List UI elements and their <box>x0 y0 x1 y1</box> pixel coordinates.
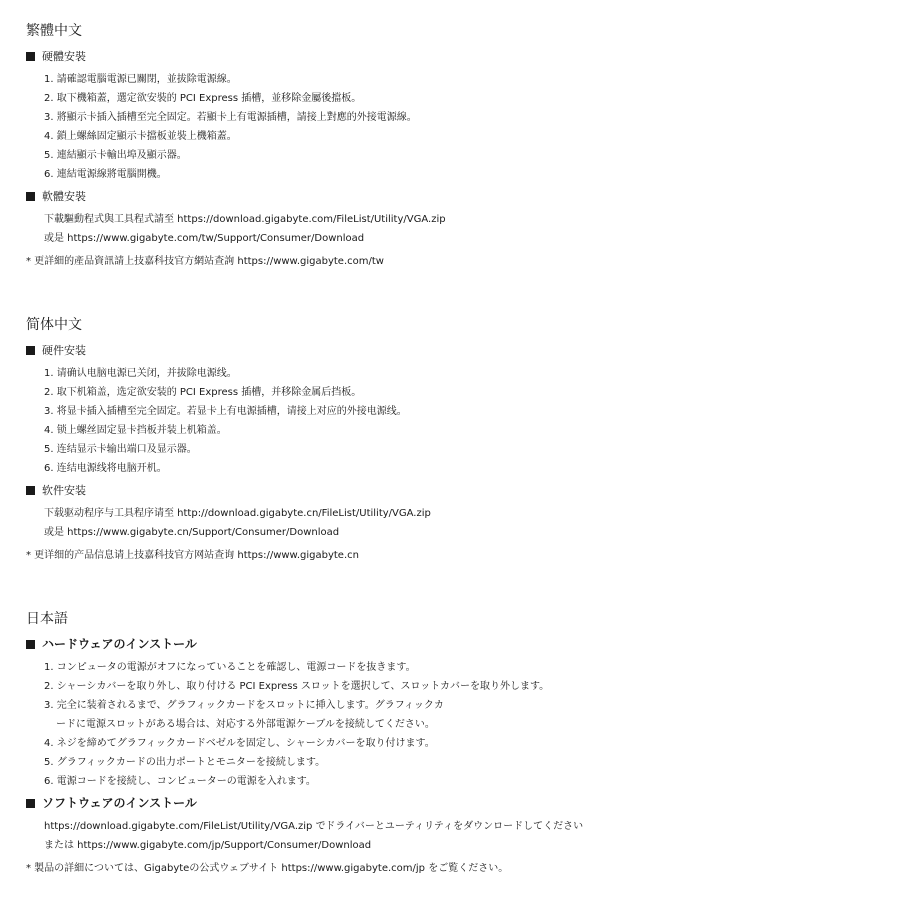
square-bullet-icon <box>26 486 35 495</box>
square-bullet-icon <box>26 799 35 808</box>
footnote: * 更详细的产品信息请上技嘉科技官方网站查询 https://www.gigabyte.cn <box>26 550 359 561</box>
step-item: 2. シャーシカバーを取り外し、取り付ける PCI Express スロットを選択して、スロットカバーを取り外します。 <box>44 681 550 692</box>
step-item: 3. 將顯示卡插入插槽至完全固定。若顯卡上有電源插槽，請接上對應的外接電源線。 <box>44 112 417 123</box>
software-heading <box>26 796 886 811</box>
hardware-heading <box>26 49 886 64</box>
step-item: 5. グラフィックカードの出力ポートとモニターを接続します。 <box>44 757 326 768</box>
hardware-steps <box>26 658 886 791</box>
hardware-steps <box>26 70 886 184</box>
hardware-heading-label: 硬件安装 <box>42 344 86 357</box>
section-traditional-chinese <box>26 22 886 269</box>
hardware-steps <box>26 364 886 478</box>
hardware-heading-label: ハードウェアのインストール <box>42 637 197 651</box>
step-item: 6. 連結電源線將電腦開機。 <box>44 169 167 180</box>
step-item: 5. 连结显示卡输出端口及显示器。 <box>44 444 197 455</box>
step-item: 4. ネジを締めてグラフィックカードベゼルを固定し、シャーシカバーを取り付けます。 <box>44 738 435 749</box>
download-line: https://download.gigabyte.com/FileList/Utility/VGA.zip でドライバーとユーティリティをダウンロードしてください <box>44 821 584 832</box>
footnote: * 更詳細的產品資訊請上技嘉科技官方網站查詢 https://www.gigabyte.com/tw <box>26 256 384 267</box>
step-item: 1. 请确认电脑电源已关闭，并拔除电源线。 <box>44 368 237 379</box>
square-bullet-icon <box>26 346 35 355</box>
section-japanese <box>26 610 886 876</box>
section-title: 日本語 <box>26 611 68 627</box>
download-line: 下載驅動程式與工具程式請至 https://download.gigabyte.com/FileList/Utility/VGA.zip <box>44 214 446 225</box>
step-item: 3. 将显卡插入插槽至完全固定。若显卡上有电源插槽，请接上对应的外接电源线。 <box>44 406 407 417</box>
download-line: 或是 https://www.gigabyte.com/tw/Support/Consumer/Download <box>44 233 365 244</box>
hardware-heading <box>26 343 886 358</box>
step-item: 4. 锁上螺丝固定显卡挡板并装上机箱盖。 <box>44 425 227 436</box>
square-bullet-icon <box>26 52 35 61</box>
hardware-heading <box>26 637 886 652</box>
software-heading-label: 软件安装 <box>42 484 86 497</box>
step-item: 1. 請確認電腦電源已關閉，並拔除電源線。 <box>44 74 237 85</box>
step-item: 4. 鎖上螺絲固定顯示卡擋板並裝上機箱蓋。 <box>44 131 237 142</box>
software-heading-label: 軟體安裝 <box>42 190 86 203</box>
step-item-continuation: ードに電源スロットがある場合は、対応する外部電源ケーブルを接続してください。 <box>56 719 435 730</box>
square-bullet-icon <box>26 192 35 201</box>
software-heading-label: ソフトウェアのインストール <box>42 796 197 810</box>
download-line: 或是 https://www.gigabyte.cn/Support/Consumer/Download <box>44 527 340 538</box>
section-title: 繁體中文 <box>26 23 82 39</box>
step-item: 6. 電源コードを接続し、コンピューターの電源を入れます。 <box>44 776 316 787</box>
square-bullet-icon <box>26 640 35 649</box>
software-heading <box>26 483 886 498</box>
section-title: 简体中文 <box>26 317 82 333</box>
software-download-text <box>26 210 886 248</box>
step-item: 2. 取下机箱盖，选定欲安装的 PCI Express 插槽，并移除金属后挡板。 <box>44 387 362 398</box>
step-item: 2. 取下機箱蓋，選定欲安裝的 PCI Express 插槽，並移除金屬後擋板。 <box>44 93 362 104</box>
step-item: 6. 连结电源线将电脑开机。 <box>44 463 167 474</box>
software-download-text <box>26 817 886 855</box>
step-item: 1. コンピュータの電源がオフになっていることを確認し、電源コードを抜きます。 <box>44 662 416 673</box>
footnote: * 製品の詳細については、Gigabyteの公式ウェブサイト https://www.gigabyte.com/jp をご覧ください。 <box>26 863 509 874</box>
section-simplified-chinese <box>26 316 886 563</box>
download-line: 下载驱动程序与工具程序请至 http://download.gigabyte.cn/FileList/Utility/VGA.zip <box>44 508 431 519</box>
step-item: 5. 連結顯示卡輸出埠及顯示器。 <box>44 150 187 161</box>
hardware-heading-label: 硬體安裝 <box>42 50 86 63</box>
software-heading <box>26 189 886 204</box>
download-line: または https://www.gigabyte.com/jp/Support/Consumer/Download <box>44 840 372 851</box>
software-download-text <box>26 504 886 542</box>
step-item: 3. 完全に装着されるまで、グラフィックカードをスロットに挿入します。グラフィックカ <box>44 700 444 711</box>
